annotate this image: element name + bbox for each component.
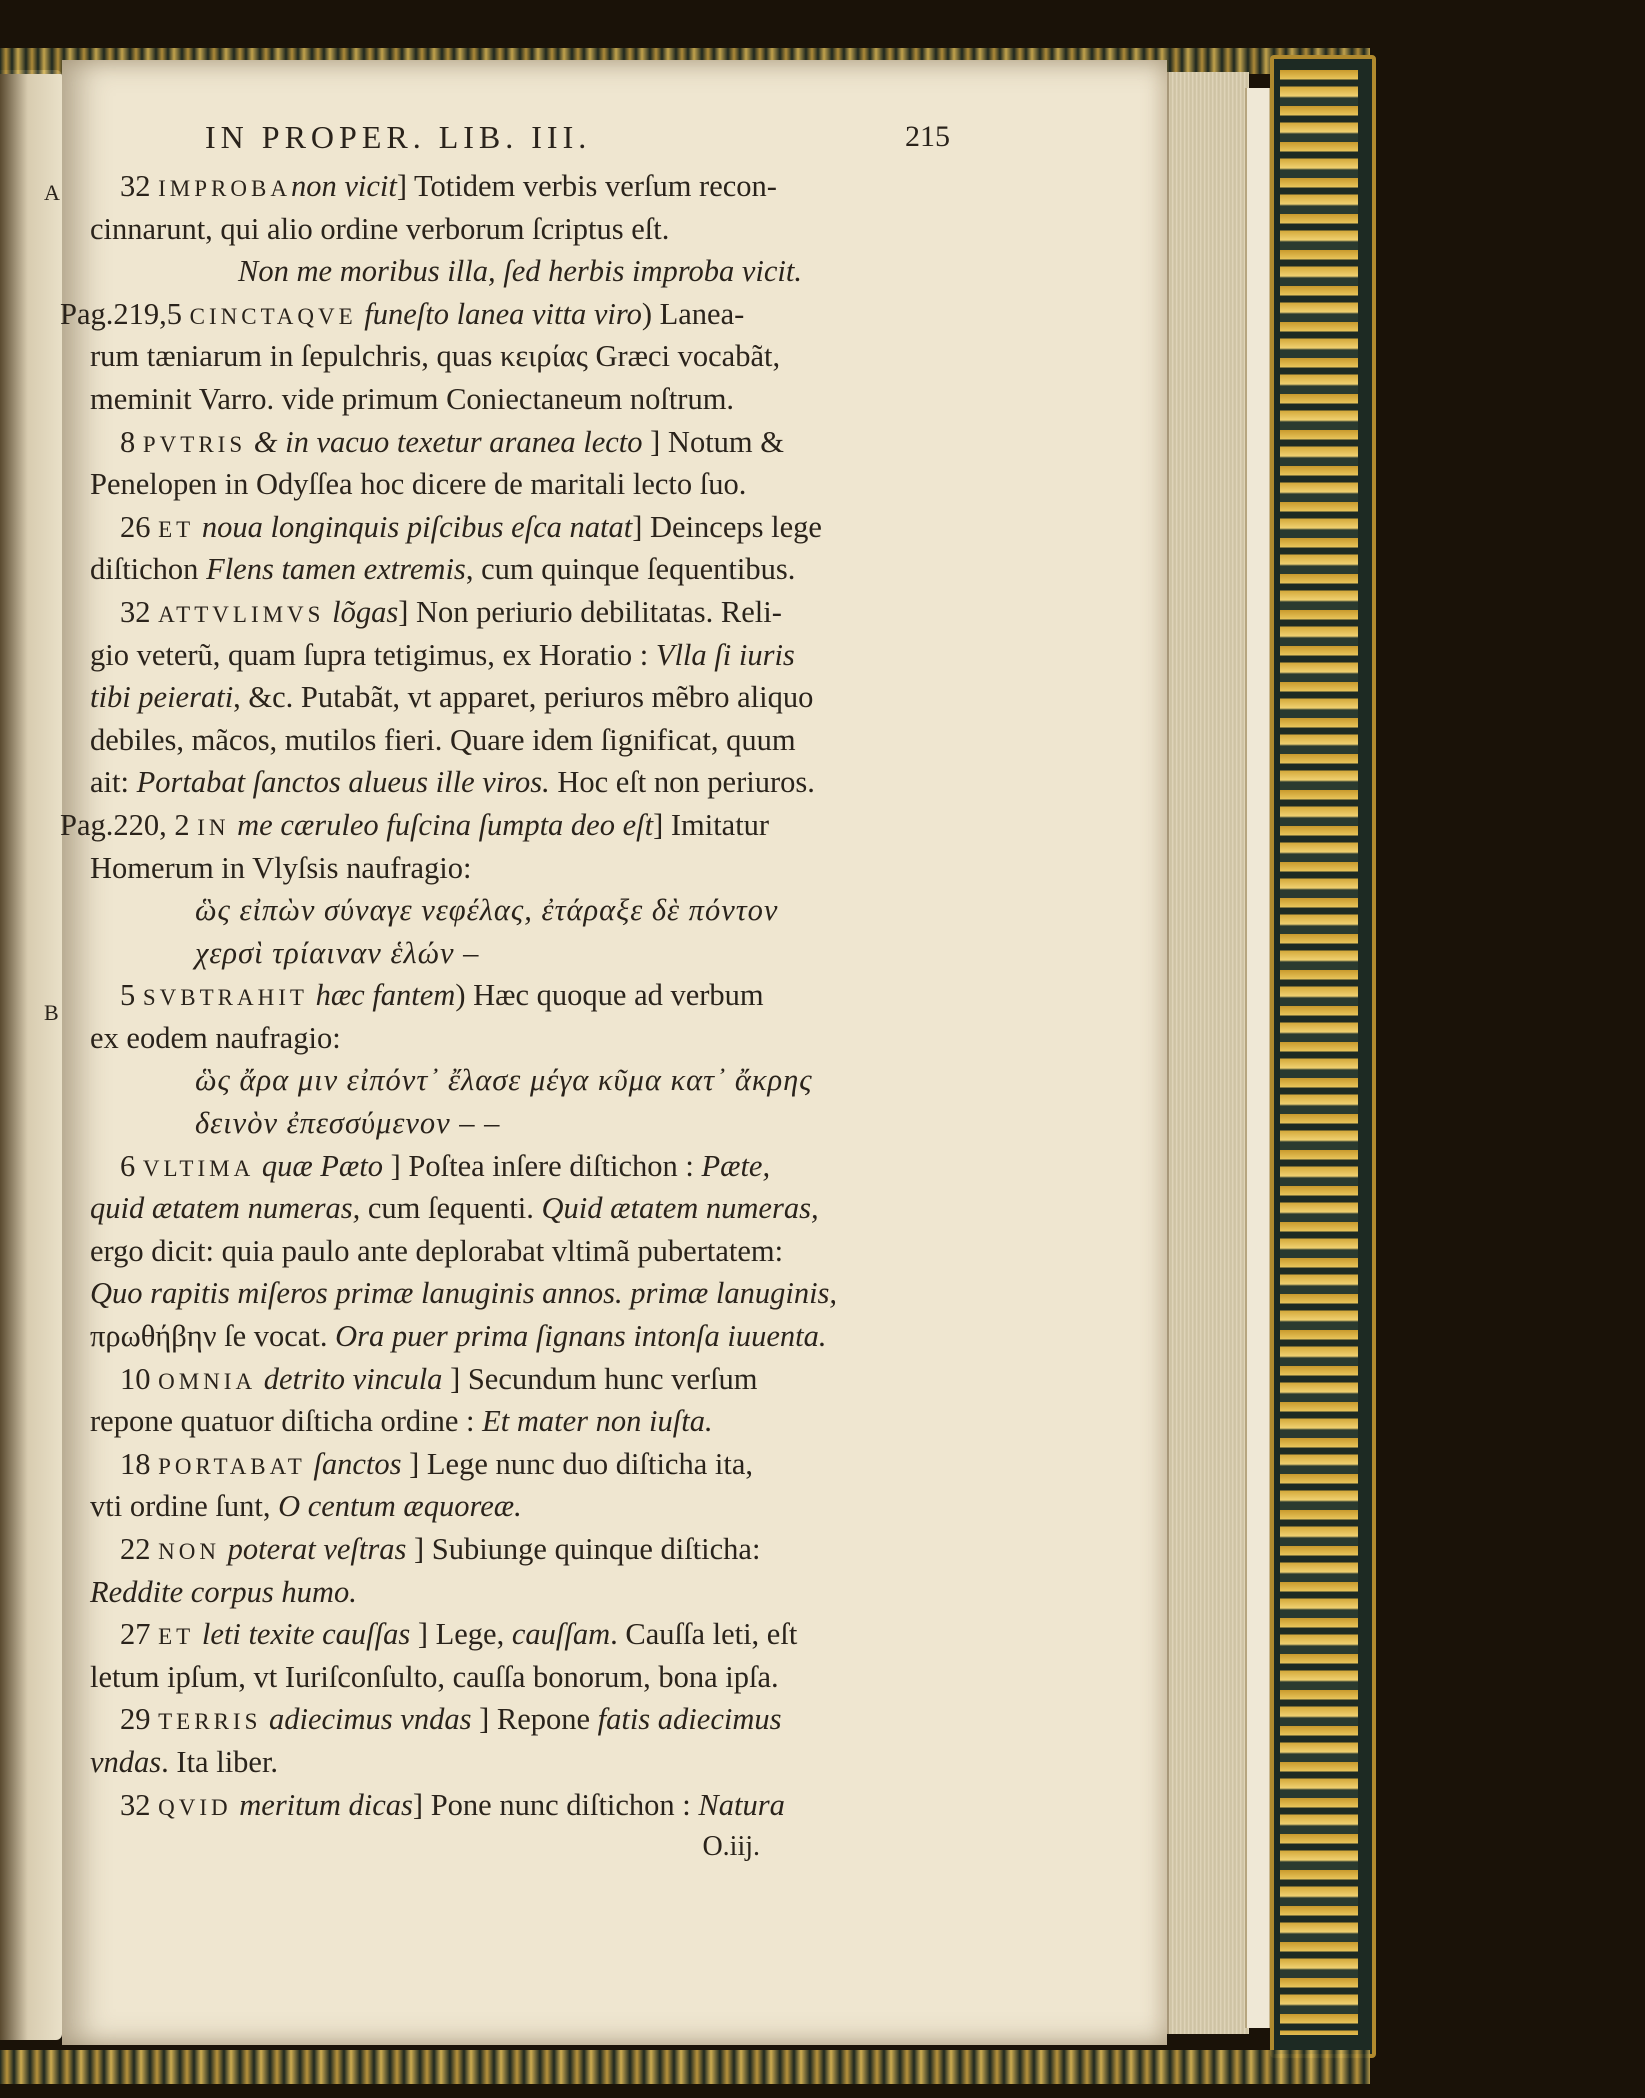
text-line	[60, 293, 950, 336]
text-segment: . Cauſſa leti, eſt	[610, 1617, 798, 1652]
text-segment: O centum æquoreæ.	[278, 1489, 522, 1524]
text-segment: poterat veſtras	[219, 1532, 407, 1566]
text-segment: 10	[120, 1361, 159, 1396]
text-line	[90, 1102, 950, 1145]
text-segment: rum tæniarum in ſepulchris, quas κειρίας Græci vocabãt,	[90, 339, 781, 374]
text-line	[90, 634, 950, 677]
text-segment: , cum quinque ſequentibus.	[465, 552, 796, 587]
text-segment: 22	[120, 1532, 159, 1566]
cover-tooling-ornament	[1280, 70, 1358, 2035]
text-segment: quæ Pæto	[254, 1148, 383, 1183]
text-line	[90, 1784, 950, 1827]
text-line	[90, 1145, 950, 1188]
text-segment: lõgas	[324, 594, 399, 629]
text-segment: NON	[158, 1539, 220, 1564]
left-page-edge	[0, 70, 62, 2040]
text-line	[90, 1571, 950, 1614]
text-segment: repone quatuor diſticha ordine :	[90, 1404, 483, 1439]
text-segment: ET	[158, 516, 195, 542]
text-segment: ] Non periurio debilitatas. Reli-	[398, 594, 782, 629]
margin-letter-a: A	[44, 180, 60, 205]
text-segment: Ora puer prima ſignans intonſa iuuenta.	[335, 1319, 827, 1354]
text-line	[90, 421, 950, 464]
text-segment: gio veterũ, quam ſupra tetigimus, ex Horatio :	[90, 637, 656, 672]
page-text	[60, 115, 950, 1869]
text-line	[90, 165, 950, 208]
text-segment: ) Lanea-	[641, 296, 745, 331]
text-line	[90, 889, 950, 932]
text-line	[90, 208, 950, 251]
text-line	[90, 548, 950, 591]
text-segment: δεινὸν ἐπεσσύμενον – –	[195, 1106, 501, 1141]
text-segment: . Ita liber.	[161, 1744, 279, 1779]
text-segment: fatis adiecimus	[597, 1702, 782, 1737]
text-line	[90, 1656, 950, 1699]
text-line	[90, 1315, 950, 1358]
text-segment: ] Repone	[471, 1702, 598, 1737]
text-segment: 8	[120, 424, 143, 459]
text-segment: Homerum in Vlyſsis naufragio:	[90, 850, 472, 885]
text-segment: ) Hæc quoque ad verbum	[455, 978, 764, 1013]
text-line	[90, 1059, 950, 1102]
text-segment: Non me moribus illa, ſed herbis improba vicit.	[238, 254, 802, 289]
text-segment: tibi peierati	[90, 680, 234, 715]
text-segment: debiles, mãcos, mutilos fieri. Quare idem ſignificat, quum	[90, 722, 796, 757]
text-segment: ὣς ἄρα μιν εἰπόντ᾽ ἔλασε μέγα κῦμα κατ᾽ ἄκρης	[195, 1063, 813, 1098]
text-segment: ] Pone nunc diſtichon :	[412, 1787, 699, 1822]
text-line	[90, 1443, 950, 1486]
text-segment: TERRIS	[158, 1709, 262, 1735]
text-line	[90, 591, 950, 634]
text-segment: Pag.220, 2	[60, 807, 198, 842]
text-segment: ATTVLIMVS	[158, 601, 325, 627]
text-line	[90, 1017, 950, 1060]
text-segment: quid ætatem numeras,	[90, 1191, 361, 1226]
text-segment: vti ordine ſunt,	[90, 1489, 279, 1524]
text-segment: diſtichon	[90, 552, 207, 587]
bottom-binding-ornament	[0, 2050, 1370, 2084]
text-segment: OMNIA	[158, 1368, 257, 1394]
text-segment: IN	[197, 814, 230, 840]
text-line	[90, 506, 950, 549]
text-segment: SVBTRAHIT	[142, 985, 308, 1011]
text-segment: Pæte,	[701, 1148, 771, 1183]
running-header	[90, 115, 950, 165]
text-line	[90, 1358, 950, 1401]
text-segment: IMPROBA	[158, 176, 291, 201]
text-segment: 6	[120, 1148, 143, 1183]
text-segment: , &c. Putabãt, vt apparet, periuros mẽbro aliquo	[233, 680, 814, 715]
text-line	[90, 676, 950, 719]
text-segment: ] Notum &	[642, 424, 784, 459]
text-segment: CINCTAQVE	[189, 303, 357, 329]
text-segment: ὣς εἰπὼν σύναγε νεφέλας, ἐτάραξε δὲ πόντον	[195, 893, 779, 928]
text-line	[90, 1400, 950, 1443]
text-segment: meminit Varro. vide primum Coniectaneum noſtrum.	[90, 381, 735, 416]
text-segment: 29	[120, 1702, 159, 1737]
text-segment: Penelopen in Odyſſea hoc dicere de maritali lecto ſuo.	[90, 467, 747, 502]
text-segment: adiecimus vndas	[261, 1702, 472, 1737]
text-segment: Hoc eſt non periuros.	[549, 765, 815, 800]
text-segment: detrito vincula	[256, 1361, 443, 1396]
page-number: 215	[905, 120, 950, 153]
text-segment: leti texite cauſſas	[194, 1617, 411, 1652]
text-segment: non vicit	[290, 169, 397, 203]
text-segment: ] Deinceps lege	[632, 509, 822, 544]
text-line	[90, 847, 950, 890]
text-line	[90, 1741, 950, 1784]
text-segment: ET	[158, 1624, 195, 1650]
text-segment: Quo rapitis miſeros primæ lanuginis annos. primæ lanuginis,	[90, 1276, 838, 1311]
text-segment: Quid ætatem numeras,	[541, 1191, 819, 1226]
text-segment: 32	[120, 169, 159, 203]
text-line	[90, 1230, 950, 1273]
text-segment: cinnarunt, qui alio ordine verborum ſcriptus eſt.	[90, 211, 670, 246]
text-segment: ] Imitatur	[653, 807, 770, 842]
text-segment: ] Totidem verbis verſum recon-	[396, 169, 777, 203]
text-segment: ] Secundum hunc verſum	[442, 1361, 758, 1396]
text-segment: 26	[120, 509, 159, 544]
text-segment: VLTIMA	[142, 1155, 255, 1181]
text-line	[60, 804, 950, 847]
page-edges	[1167, 72, 1249, 2034]
text-segment: Pag.219,5	[60, 296, 190, 331]
text-segment: ] Poſtea inſere diſtichon :	[383, 1148, 702, 1183]
text-segment: Flens tamen extremis	[206, 552, 466, 587]
text-line	[90, 761, 950, 804]
text-segment: 18	[120, 1446, 159, 1481]
text-segment: ſanctos	[305, 1446, 402, 1481]
text-line	[90, 1528, 950, 1571]
text-segment: ait:	[90, 765, 137, 800]
text-segment: letum ipſum, vt Iuriſconſulto, cauſſa bonorum, bona ipſa.	[90, 1659, 779, 1694]
text-segment: Vlla ſi iuris	[655, 637, 795, 672]
text-segment: πρωθήβην ſe vocat.	[90, 1319, 336, 1354]
body-lines	[60, 165, 950, 1826]
text-segment: ] Lege nunc duo diſticha ita,	[401, 1446, 753, 1481]
text-segment: Portabat ſanctos alueus ille viros.	[136, 765, 550, 800]
text-line	[90, 719, 950, 762]
text-segment: PVTRIS	[142, 431, 247, 457]
text-segment: vndas	[90, 1744, 162, 1779]
running-title: IN PROPER. LIB. III.	[205, 119, 592, 155]
text-line	[90, 378, 950, 421]
text-segment: & in vacuo texetur aranea lecto	[246, 424, 643, 459]
text-line	[90, 974, 950, 1017]
text-segment: me cæruleo fuſcina ſumpta deo eſt	[229, 807, 654, 842]
text-line	[90, 1272, 950, 1315]
text-segment: hæc fantem	[307, 978, 456, 1013]
text-segment: Et mater non iuſta.	[482, 1404, 713, 1439]
text-segment: 32	[120, 594, 159, 629]
signature-mark: O.iij.	[702, 1831, 760, 1863]
text-segment: PORTABAT	[158, 1453, 306, 1479]
text-segment: funeſto lanea vitta viro	[356, 296, 642, 331]
margin-letter-b: B	[44, 1000, 59, 1025]
text-segment: QVID	[158, 1794, 232, 1820]
text-line	[90, 463, 950, 506]
text-line	[90, 1187, 950, 1230]
text-segment: ex eodem naufragio:	[90, 1020, 341, 1055]
text-segment: noua longinquis piſcibus eſca natat	[194, 509, 633, 544]
text-line	[90, 1485, 950, 1528]
text-segment: ] Lege,	[410, 1617, 512, 1652]
text-segment: 5	[120, 978, 143, 1013]
text-segment: ergo dicit: quia paulo ante deplorabat vltimã pubertatem:	[90, 1233, 784, 1268]
text-segment: Reddite corpus humo.	[90, 1574, 357, 1609]
text-segment: cum ſequenti.	[360, 1191, 542, 1226]
text-line	[90, 1613, 950, 1656]
text-segment: Natura	[698, 1787, 785, 1822]
text-line	[90, 250, 950, 293]
text-line	[90, 932, 950, 975]
text-segment: 27	[120, 1617, 159, 1652]
text-segment: ] Subiunge quinque diſticha:	[406, 1532, 761, 1566]
text-segment: χερσὶ τρίαιναν ἑλών –	[195, 935, 480, 970]
gilt-edge	[1245, 88, 1271, 2028]
text-segment: meritum dicas	[231, 1787, 413, 1822]
text-segment: cauſſam	[511, 1617, 611, 1652]
text-line	[90, 335, 950, 378]
text-segment: 32	[120, 1787, 159, 1822]
text-line	[90, 1698, 950, 1741]
